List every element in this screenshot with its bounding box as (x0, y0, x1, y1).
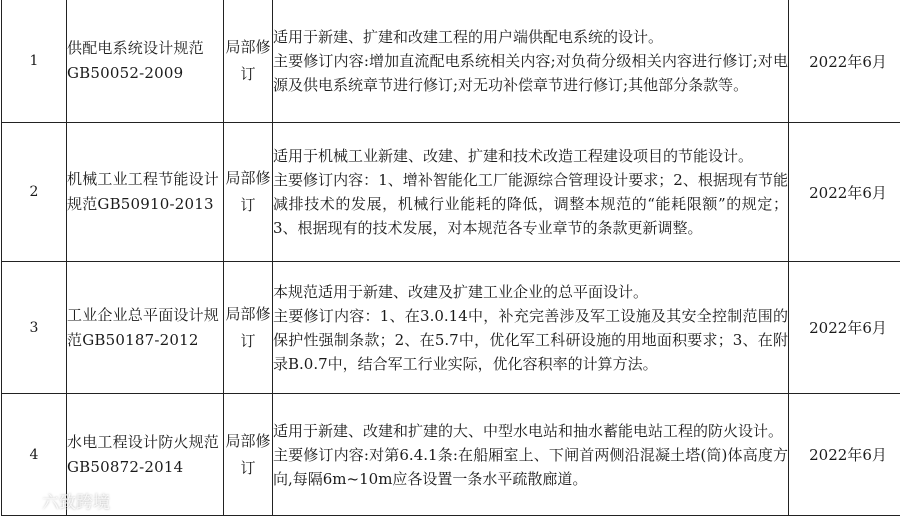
revisions-text: 主要修订内容：1、增补智能化工厂能源综合管理设计要求；2、根据现有节能减排技术的发展，机械行业能耗的降低，调整本规范的“能耗限额”的规定；3、根据现有的技术发展，对本规范各专业章节的条款更新调整。 (273, 171, 788, 237)
revision-content (273, 262, 789, 394)
revision-date: 2022年6月 (789, 394, 900, 516)
revision-content (273, 0, 789, 123)
watermark (4, 488, 110, 513)
revision-date: 2022年6月 (789, 0, 900, 123)
row-number: 1 (2, 0, 67, 123)
table-row (2, 394, 900, 516)
table-row (2, 262, 900, 394)
standard-name: 供配电系统设计规范GB50052-2009 (67, 0, 224, 123)
scope-text: 适用于机械工业新建、改建、扩建和技术改造工程建设项目的节能设计。 (273, 147, 754, 165)
revision-type: 局部修订 (224, 0, 273, 123)
standards-table (1, 0, 900, 516)
revision-date: 2022年6月 (789, 123, 900, 262)
standard-name: 机械工业工程节能设计规范GB50910-2013 (67, 123, 224, 262)
revision-type: 局部修订 (224, 123, 273, 262)
revision-content (273, 394, 789, 516)
watermark-text: 六致跨境 (42, 493, 110, 513)
revisions-text: 主要修订内容：1、在3.0.14中，补充完善涉及军工设施及其安全控制范围的保护性强制条款；2、在5.7中，优化军工科研设施的用地面积要求；3、在附录B.0.7中，结合军工行业实际，优化容积率的计算方法。 (273, 306, 788, 373)
scope-text: 本规范适用于新建、改建及扩建工业企业的总平面设计。 (273, 282, 649, 301)
revision-type: 局部修订 (224, 262, 273, 394)
row-number: 4 (2, 394, 67, 516)
scope-text: 适用于新建、改建和扩建的大、中型水电站和抽水蓄能电站工程的防火设计。 (273, 421, 784, 440)
row-number: 3 (2, 262, 67, 394)
scope-text: 适用于新建、扩建和改建工程的用户端供配电系统的设计。 (273, 28, 664, 46)
revision-date: 2022年6月 (789, 262, 900, 394)
standard-name: 工业企业总平面设计规范GB50187-2012 (67, 262, 224, 394)
table-row (2, 0, 900, 123)
standard-name: 水电工程设计防火规范GB50872-2014 (67, 394, 224, 516)
revision-content (273, 123, 789, 262)
table-row (2, 123, 900, 262)
revision-type: 局部修订 (224, 394, 273, 516)
revisions-text: 主要修订内容:增加直流配电系统相关内容;对负荷分级相关内容进行修订;对电源及供电系统章节进行修订;对无功补偿章节进行修订;其他部分条款等。 (273, 52, 788, 94)
row-number: 2 (2, 123, 67, 262)
logo-icon (4, 490, 38, 512)
revisions-text: 主要修订内容:对第6.4.1条:在船厢室上、下闸首两侧沿混凝土塔(筒)体高度方向,每隔6m~10m应各设置一条水平疏散廊道。 (273, 445, 788, 488)
